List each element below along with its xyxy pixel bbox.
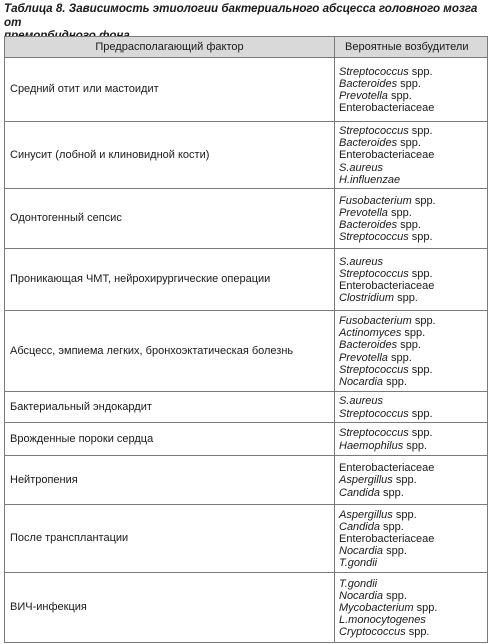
pathogens-cell <box>335 311 488 392</box>
pathogen-genus: Bacteroides <box>339 219 398 232</box>
header-pathogens: Вероятные возбудители <box>335 37 488 58</box>
pathogen-item <box>339 149 487 161</box>
pathogens-cell <box>335 249 488 311</box>
factor-cell: Абсцесс, эмпиема легких, бронхоэктатическая болезнь <box>5 311 335 392</box>
pathogen-genus: Prevotella <box>339 351 388 364</box>
pathogen-suffix: spp. <box>394 292 418 305</box>
table-row <box>5 311 488 392</box>
pathogen-suffix: spp. <box>392 508 417 521</box>
pathogen-item <box>339 231 487 243</box>
pathogen-item <box>339 521 487 533</box>
pathogens-cell <box>335 456 488 505</box>
pathogen-genus: Candida <box>339 486 380 499</box>
pathogen-suffix: spp. <box>403 439 428 452</box>
pathogen-item <box>339 364 487 376</box>
pathogen-item <box>339 174 487 186</box>
pathogen-genus: Fusobacterium <box>339 314 412 327</box>
pathogen-item <box>339 509 487 521</box>
pathogen-genus: Streptococcus <box>339 231 409 244</box>
etiology-table <box>4 36 488 643</box>
pathogens-cell <box>335 58 488 122</box>
table-row <box>5 189 488 249</box>
pathogen-genus: Clostridium <box>339 292 395 305</box>
factor-cell: ВИЧ-инфекция <box>5 573 335 643</box>
pathogen-item <box>339 602 487 614</box>
pathogen-item <box>339 315 487 327</box>
pathogen-item <box>339 440 487 452</box>
pathogen-item <box>339 66 487 78</box>
pathogen-suffix: spp. <box>408 125 433 137</box>
pathogen-genus: Aspergillus <box>339 474 393 487</box>
pathogen-suffix: Enterobacteriaceae <box>339 462 435 475</box>
table-body <box>5 58 488 643</box>
pathogen-item <box>339 376 487 388</box>
pathogen-item <box>339 578 487 590</box>
pathogen-item <box>339 102 487 114</box>
pathogen-item <box>339 626 487 638</box>
pathogen-genus: Prevotella <box>339 206 388 219</box>
pathogen-genus: S.aureus <box>339 395 384 408</box>
pathogen-item <box>339 219 487 231</box>
pathogen-suffix: spp. <box>397 219 421 232</box>
table-row <box>5 423 488 456</box>
pathogen-item <box>339 557 487 569</box>
pathogen-genus: Nocardia <box>339 589 384 602</box>
pathogens-cell <box>335 189 488 249</box>
pathogen-suffix: Enterobacteriaceae <box>339 280 435 293</box>
pathogens-cell <box>335 505 488 573</box>
pathogen-genus: Haemophilus <box>339 439 404 452</box>
pathogen-item <box>339 462 487 474</box>
pathogen-item <box>339 533 487 545</box>
pathogen-genus: Streptococcus <box>339 267 409 280</box>
pathogen-genus: Streptococcus <box>339 407 409 420</box>
factor-cell: Нейтропения <box>5 456 335 505</box>
pathogen-item <box>339 427 487 439</box>
pathogen-item <box>339 256 487 268</box>
pathogen-suffix: spp. <box>411 194 436 207</box>
pathogen-item <box>339 162 487 174</box>
pathogen-suffix: spp. <box>405 626 430 639</box>
pathogen-suffix: spp. <box>383 375 407 388</box>
pathogen-genus: L.monocytogenes <box>339 614 426 627</box>
pathogen-suffix: spp. <box>387 90 412 102</box>
pathogen-suffix: Enterobacteriaceae <box>339 532 435 545</box>
pathogen-item <box>339 280 487 292</box>
pathogen-item <box>339 614 487 626</box>
pathogen-genus: Actinomyces <box>339 327 402 340</box>
pathogen-item <box>339 352 487 364</box>
factor-cell: Средний отит или мастоидит <box>5 58 335 122</box>
pathogen-genus: Aspergillus <box>339 508 393 521</box>
table-row <box>5 573 488 643</box>
pathogen-suffix: spp. <box>379 486 404 499</box>
pathogen-suffix: spp. <box>408 231 433 244</box>
pathogen-genus: Fusobacterium <box>339 194 412 207</box>
pathogen-genus: Mycobacterium <box>339 601 414 614</box>
pathogen-suffix: spp. <box>383 545 407 558</box>
pathogen-suffix: spp. <box>379 520 404 533</box>
pathogen-item <box>339 125 487 137</box>
pathogen-suffix: spp. <box>387 351 412 364</box>
pathogen-suffix: spp. <box>408 363 433 376</box>
table-row <box>5 58 488 122</box>
pathogen-genus: Streptococcus <box>339 65 409 78</box>
header-factor: Предрасполагающий фактор <box>5 37 335 58</box>
pathogen-suffix: spp. <box>397 137 421 150</box>
pathogen-genus: H.influenzae <box>339 173 401 186</box>
table-header-row <box>5 37 488 58</box>
pathogen-suffix: spp. <box>397 77 421 90</box>
pathogen-genus: Nocardia <box>339 545 384 558</box>
pathogen-suffix: spp. <box>397 339 421 352</box>
factor-cell: После трансплантации <box>5 505 335 573</box>
pathogen-genus: Bacteroides <box>339 137 398 150</box>
pathogen-suffix: spp. <box>408 427 433 440</box>
factor-cell: Проникающая ЧМТ, нейрохирургические операции <box>5 249 335 311</box>
table-row <box>5 249 488 311</box>
pathogen-genus: Candida <box>339 520 380 533</box>
pathogen-suffix: spp. <box>408 65 433 78</box>
pathogens-cell <box>335 392 488 423</box>
pathogen-suffix: spp. <box>392 474 417 487</box>
pathogen-suffix: spp. <box>387 206 412 219</box>
table-row <box>5 456 488 505</box>
factor-cell: Одонтогенный сепсис <box>5 189 335 249</box>
pathogen-item <box>339 90 487 102</box>
pathogen-genus: S.aureus <box>339 255 384 268</box>
pathogens-cell <box>335 423 488 456</box>
pathogen-genus: Prevotella <box>339 90 388 102</box>
pathogen-suffix: spp. <box>408 407 433 420</box>
pathogen-item <box>339 137 487 149</box>
pathogen-suffix: spp. <box>401 327 426 340</box>
pathogen-genus: Streptococcus <box>339 427 409 440</box>
pathogen-genus: Cryptococcus <box>339 626 406 639</box>
pathogen-item <box>339 327 487 339</box>
pathogen-genus: T.gondii <box>339 557 378 570</box>
pathogen-item <box>339 487 487 499</box>
pathogen-genus: S.aureus <box>339 161 384 174</box>
pathogen-item <box>339 292 487 304</box>
factor-cell: Бактериальный эндокардит <box>5 392 335 423</box>
pathogen-genus: T.gondii <box>339 577 378 590</box>
pathogen-suffix: spp. <box>411 314 436 327</box>
pathogen-suffix: spp. <box>383 589 407 602</box>
pathogens-cell <box>335 573 488 643</box>
pathogen-genus: Nocardia <box>339 375 384 388</box>
pathogen-item <box>339 78 487 90</box>
pathogen-item <box>339 195 487 207</box>
pathogen-suffix: Enterobacteriaceae <box>339 102 435 115</box>
table-row <box>5 122 488 189</box>
pathogen-item <box>339 207 487 219</box>
pathogen-genus: Streptococcus <box>339 125 409 137</box>
pathogen-item <box>339 268 487 280</box>
pathogen-genus: Bacteroides <box>339 77 398 90</box>
pathogen-suffix: spp. <box>408 267 433 280</box>
factor-cell: Врожденные пороки сердца <box>5 423 335 456</box>
pathogens-cell <box>335 122 488 189</box>
pathogen-item <box>339 590 487 602</box>
table-row <box>5 505 488 573</box>
caption-line-1: Таблица 8. Зависимость этиологии бактериального абсцесса головного мозга от <box>4 2 478 29</box>
pathogen-genus: Bacteroides <box>339 339 398 352</box>
pathogen-item <box>339 474 487 486</box>
pathogen-item <box>339 339 487 351</box>
factor-cell: Синусит (лобной и клиновидной кости) <box>5 122 335 189</box>
table-row <box>5 392 488 423</box>
pathogen-suffix: Enterobacteriaceae <box>339 149 435 162</box>
pathogen-genus: Streptococcus <box>339 363 409 376</box>
pathogen-item <box>339 408 487 420</box>
pathogen-item <box>339 395 487 407</box>
pathogen-suffix: spp. <box>413 601 438 614</box>
pathogen-item <box>339 545 487 557</box>
